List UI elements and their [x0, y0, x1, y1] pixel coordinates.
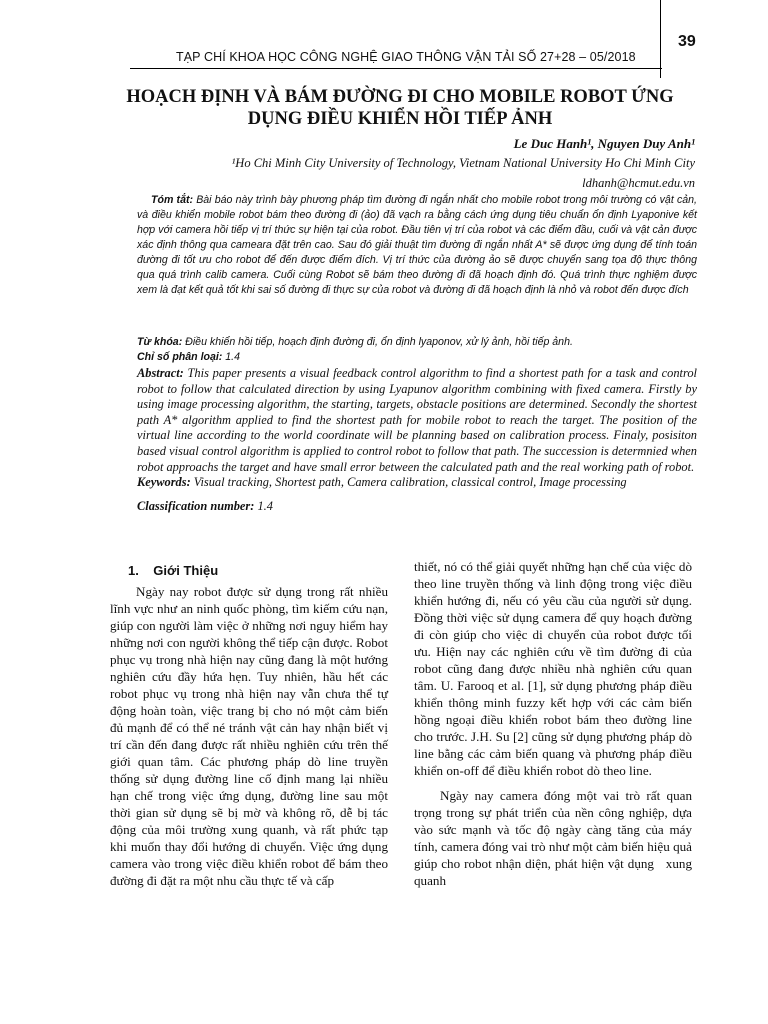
- author-email[interactable]: ldhanh@hcmut.edu.vn: [582, 176, 695, 190]
- vn-abstract-label: Tóm tắt:: [151, 194, 194, 206]
- body-paragraph: Ngày nay camera đóng một vai trò rất quan trọng trong sự phát triển của nền công nghiệp, dựa vào sức mạnh và tốc độ ngày càng tăng của máy tính, camera đóng vai trò như một cảm biến hiệu quả giúp cho robot nhận diện, phát hiện vật dụng xung quanh: [414, 788, 692, 888]
- en-classification: [137, 499, 697, 515]
- paper-title: HOẠCH ĐỊNH VÀ BÁM ĐƯỜNG ĐI CHO MOBILE ROBOT ỨNG DỤNG ĐIỀU KHIỂN HỒI TIẾP ẢNH: [126, 87, 674, 129]
- authors: Le Duc Hanh¹, Nguyen Duy Anh¹: [513, 136, 695, 151]
- en-keywords: [137, 475, 697, 491]
- en-abstract-paragraph: [137, 366, 697, 475]
- en-keywords-text: Visual tracking, Shortest path, Camera calibration, classical control, Image processing: [190, 475, 627, 490]
- vn-class-label: Chỉ số phân loại:: [137, 351, 223, 363]
- vn-abstract: [137, 193, 697, 298]
- body-paragraph: Ngày nay robot được sử dụng trong rất nhiều lĩnh vực như an ninh quốc phòng, tìm kiếm cứu nạn, giúp con người làm việc ở những nơi nguy hiểm hay những nơi con người không thể tiếp cận được. Robot phục vụ trong nhà hiện nay cũng đang là một hướng nghiên cứu đầy hứa hẹn. Tuy nhiên, hầu hết các robot phục vụ trong nhà hiện nay vẫn chưa thể tự động hoàn toàn, việc trang bị cho nó một cảm biến đủ mạnh để có thể né tránh vật cản hay nhận biết vị trí cần đến đang được rất nhiều nghiên cứu trên thế giới quan tâm. Các phương pháp dò line truyền thống sử dụng đường line cố định mang lại nhiều hạn chế trong việc ứng dụng, đường line sau một thời gian sử dụng sẽ bị mờ và không rõ, dễ bị tác động của môi trường xung quanh, và rất phức tạp khi muốn thay đổi hướng di chuyển. Việc ứng dụng camera vào trong việc điều khiển robot để bám theo đường đi đặt ra một nhu cầu thực tế và cấp: [110, 584, 388, 888]
- en-abstract-text: This paper presents a visual feedback control algorithm to find a shortest path for a task and control robot to follow that calculated direction by using Lyapunov algorithm combining with fixed camera. Firstly by using image processing algorithm, the starting, targets, obstacle positions are determined. Secondly the shortest path A* algorithm applied to find the shortest path for mobile robot to reach the target. The position of the virtual line according to the world coordinate will be planning based on calibration process. Finaly, posisiton based visual control algorithm is applied to control robot to follow that path. The succession is determnied when robot approachs the target and have small error between the calculated path and the real working path of robot.: [137, 366, 697, 474]
- page-number: 39: [678, 33, 696, 50]
- header-rule: [130, 68, 662, 69]
- journal-header: TẠP CHÍ KHOA HỌC CÔNG NGHỆ GIAO THÔNG VẬN TẢI SỐ 27+28 – 05/2018: [176, 50, 636, 64]
- vn-abstract-text: Bài báo này trình bày phương pháp tìm đường đi ngắn nhất cho mobile robot trong môi trường có vật cản, và điều khiển mobile robot bám theo đường đi (ảo) đã vạch ra bằng cách ứng dụng tiêu chuẩn ổn định Lyaponive kết hợp với camera hồi tiếp vị trí thức sự hiện tại của robot. Đầu tiên vị trí của robot và các điểm đầu, cuối và vật cản được xác định thông qua cameara đặt trên cao. Sau đó giải thuật tìm đường đi ngắn nhất A* sẽ được ứng dụng để tính toán đường đi tốt ưu cho robot để đến được điểm đích. Vị trí thức của đường ảo sẽ được chuyển sang tọa độ thực thông qua quá trình calib camera. Cuối cùng Robot sẽ bám theo đường đi đã hoạch định đó. Quá trình thực nghiệm được xem là đạt kết quả tốt khi sai số đường đi thực sự của robot và đường đi đã hoạch định là nhỏ và robot đến được đích: [137, 194, 697, 296]
- affiliation: ¹Ho Chi Minh City University of Technology, Vietnam National University Ho Chi Minh City: [231, 156, 695, 170]
- vn-keywords-block: [137, 335, 697, 365]
- section-heading: 1. Giới Thiệu: [128, 563, 219, 578]
- vn-keywords: [137, 335, 697, 350]
- en-keywords-label: Keywords:: [137, 475, 191, 490]
- vn-keywords-text: Điều khiển hồi tiếp, hoạch định đường đi, ổn định lyaponov, xử lý ảnh, hồi tiếp ảnh.: [182, 336, 573, 348]
- en-abstract: [137, 366, 697, 514]
- body-column-right: [414, 558, 692, 889]
- body-paragraph: thiết, nó có thể giải quyết những hạn chế của việc dò theo line truyền thống và linh động trong việc điều khiển hướng đi, nếu có yêu cầu của người sử dụng. Đồng thời việc sử dụng camera để quy hoạch đường đi còn giúp cho việc di chuyển của robot được tối ưu. Hiện nay các nghiên cứu về tìm đường đi của robot cũng đang được nhiều nhà nghiên cứu quan tâm. U. Farooq et al. [1], sử dụng phương pháp điều khiển thông minh fuzzy kết hợp với các cảm biến hồng ngoại điều khiển robot bám theo đường line cho trước. J.H. Su [2] cũng sử dụng phương pháp dò line bằng các cảm biến quang và phương pháp điều khiển on-off để điều khiển robot dò theo line.: [414, 559, 692, 778]
- vn-abstract-paragraph: [137, 193, 697, 298]
- body-column-left: [110, 562, 388, 889]
- header-side-rule: [660, 0, 661, 78]
- en-class-label: Classification number:: [137, 498, 255, 513]
- en-class-value: 1.4: [254, 498, 273, 513]
- vn-class-value: 1.4: [222, 351, 241, 363]
- vn-classification: [137, 350, 697, 365]
- en-abstract-label: Abstract:: [137, 366, 184, 380]
- vn-keywords-label: Từ khóa:: [137, 336, 183, 348]
